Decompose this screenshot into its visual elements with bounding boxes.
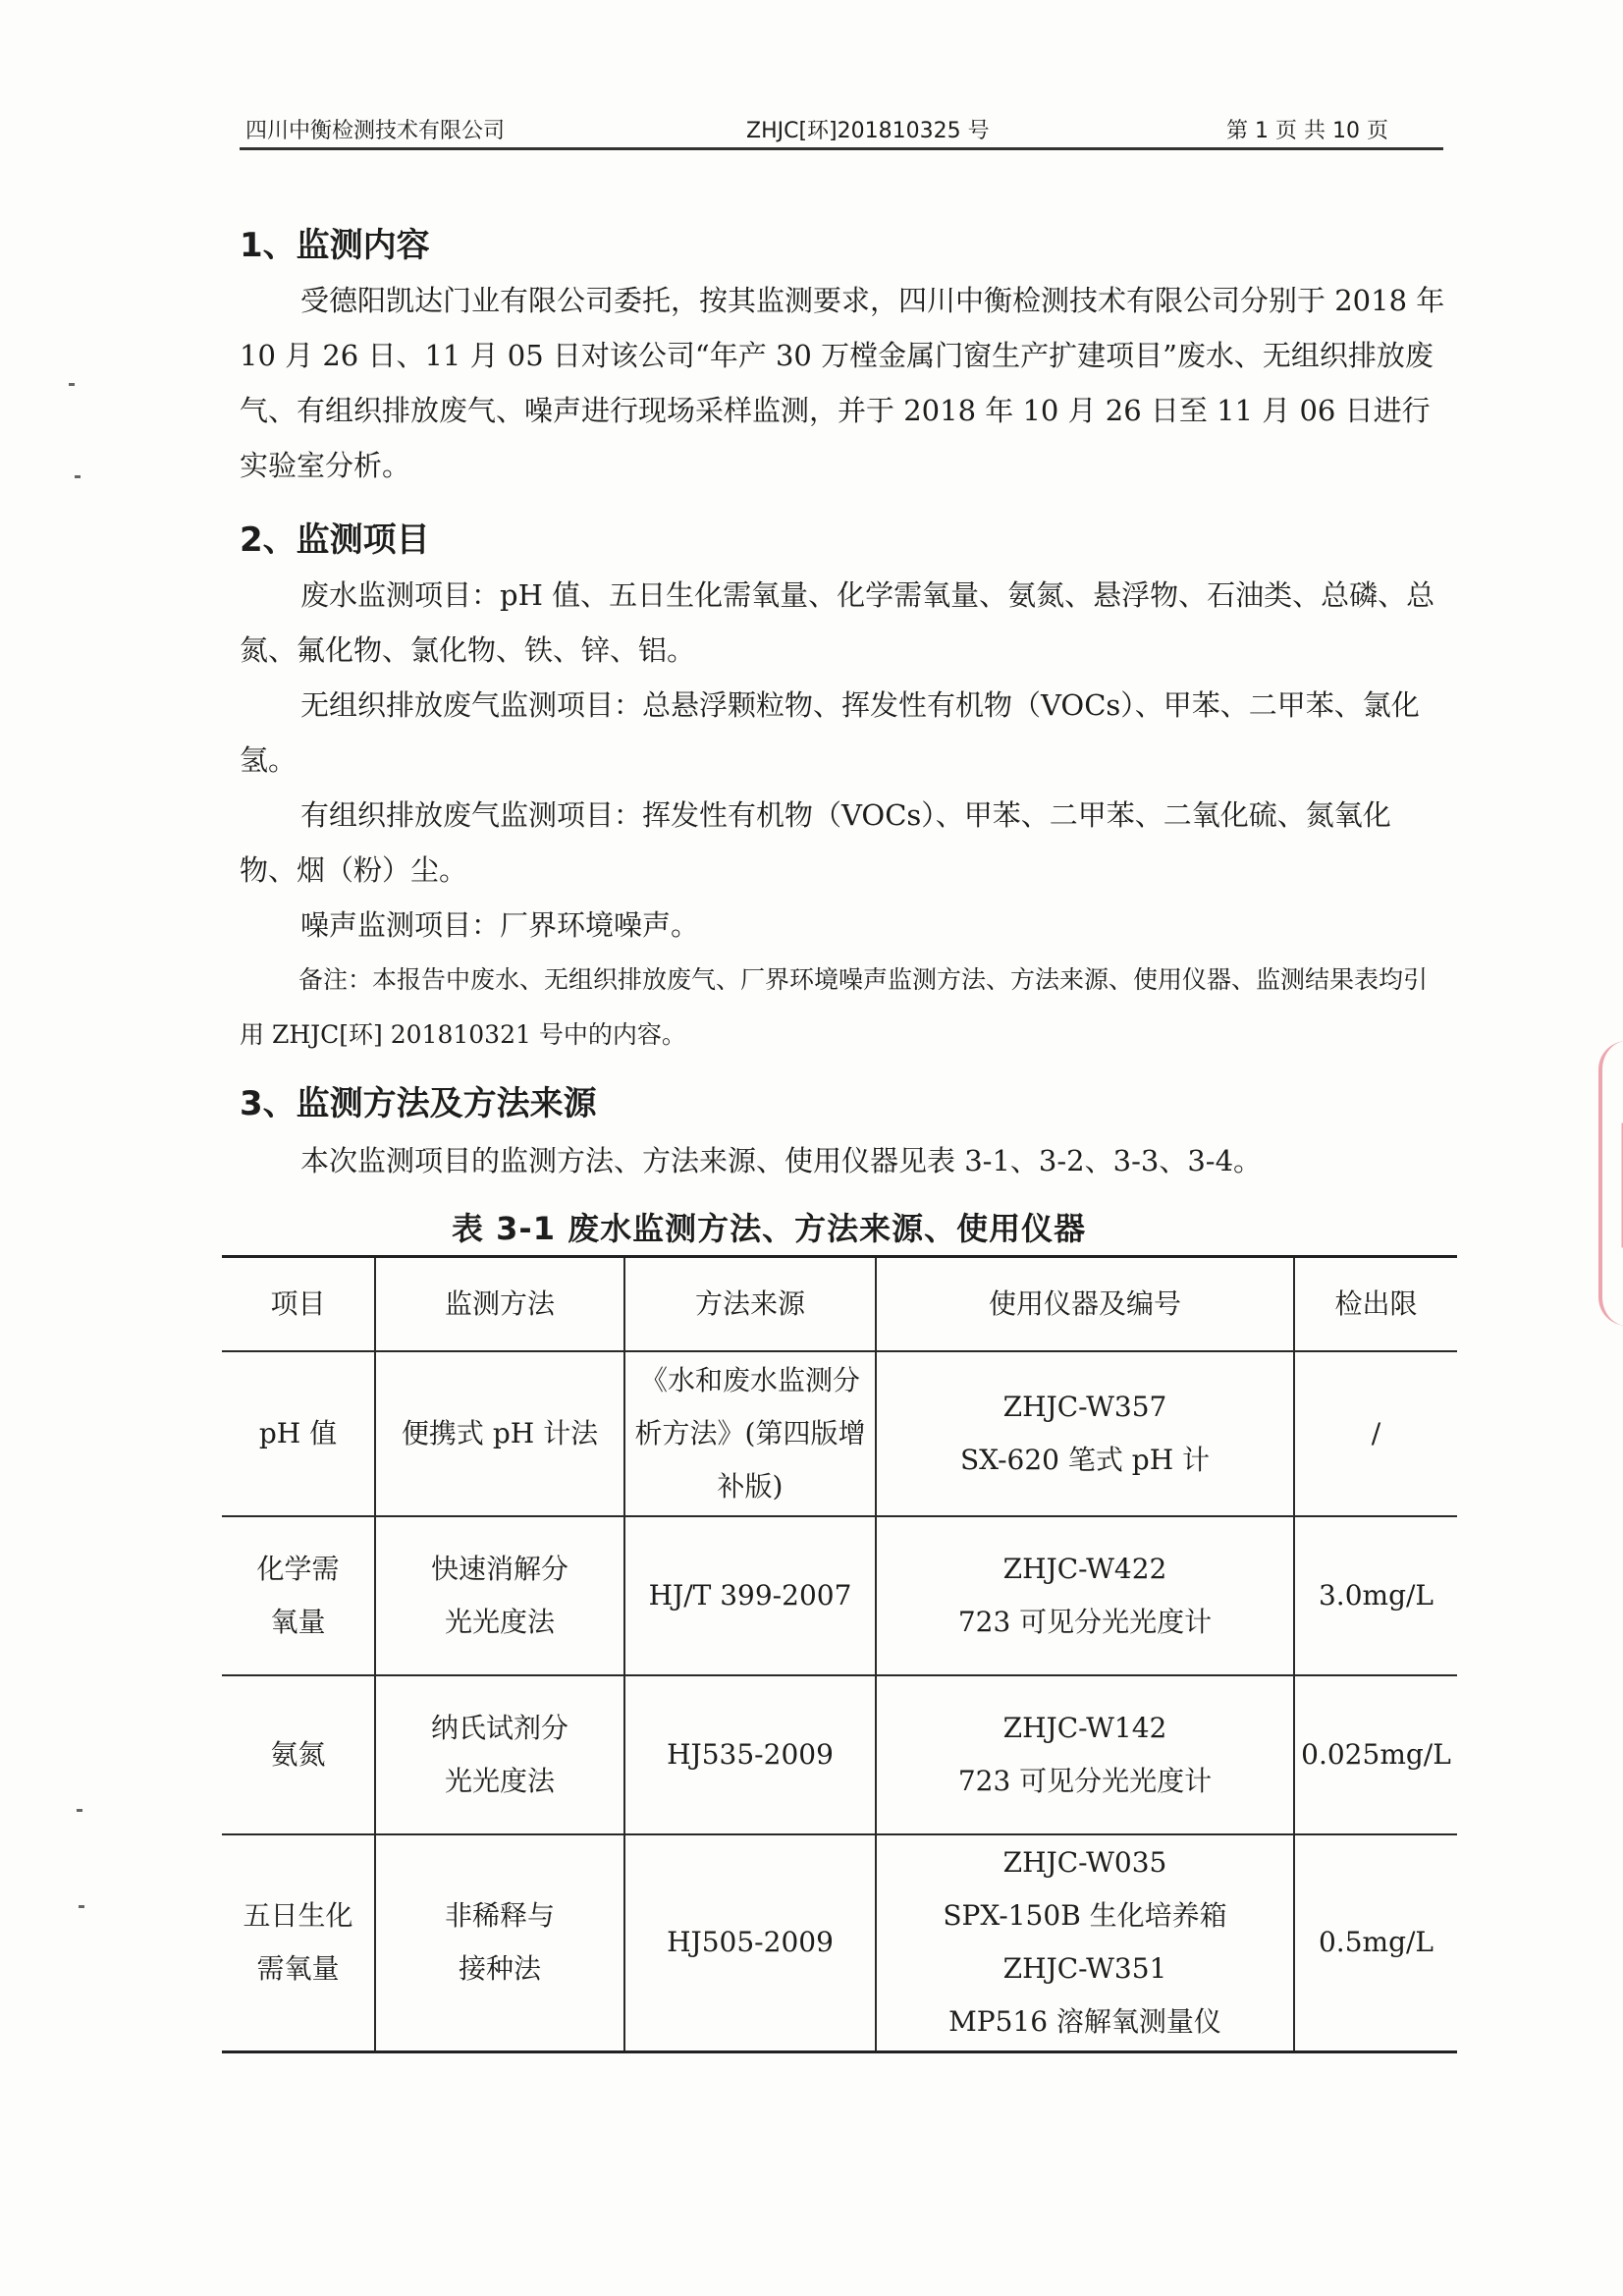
table-row [222,1351,1457,1516]
noise-items: 噪声监测项目：厂界环境噪声。 [300,908,700,942]
instrument-line: ZHJC-W357 [1002,1390,1167,1423]
scan-speck [75,475,81,478]
scan-speck [79,1905,84,1908]
section-2-note: 备注：本报告中废水、无组织排放废气、厂界环境噪声监测方法、方法来源、使用仪器、监测结果表均引用 ZHJC[环] 201810321 号中的内容。 [240,965,1429,1049]
section-1-title: 1、监测内容 [240,226,430,265]
cell-source: HJ505-2009 [624,1834,876,2052]
wastewater-items: 废水监测项目：pH 值、五日生化需氧量、化学需氧量、氨氮、悬浮物、石油类、总磷、总氮、氟化物、氯化物、铁、锌、铝。 [240,578,1435,667]
header-limit: 检出限 [1294,1257,1457,1351]
header-method: 监测方法 [375,1257,624,1351]
section-3-title: 3、监测方法及方法来源 [240,1084,597,1123]
unorganized-gas-items: 无组织排放废气监测项目：总悬浮颗粒物、挥发性有机物（VOCs）、甲苯、二甲苯、氯化氢。 [240,688,1420,777]
wastewater-method-table [222,1255,1457,2053]
section-1-text: 受德阳凯达门业有限公司委托，按其监测要求，四川中衡检测技术有限公司分别于 2018 年 10 月 26 日、11 月 05 日对该公司“年产 30 万樘金属门窗生产扩建项目”废水、无组织排放废气、有组织排放废气、噪声进行现场采样监测，并于 2018 年 10 月 26 日至 11 月 06 日进行实验室分析。 [240,284,1445,482]
header-report-number: ZHJC[环]201810325 号 [746,119,990,143]
organized-gas-items: 有组织排放废气监测项目：挥发性有机物（VOCs）、甲苯、二甲苯、二氧化硫、氮氧化物、烟（粉）尘。 [240,798,1391,887]
instrument-line: ZHJC-W142 [1002,1711,1167,1744]
cell-method: 快速消解分光光度法 [375,1516,624,1675]
cell-item: 氨氮 [222,1675,375,1834]
cell-limit: 3.0mg/L [1294,1516,1457,1675]
cell-instrument [876,1351,1294,1516]
cell-item: 化学需氧量 [222,1516,375,1675]
table-row [222,1834,1457,2052]
page-header [240,110,1443,150]
header-company: 四川中衡检测技术有限公司 [245,119,506,143]
seal-stamp-edge [1598,1041,1623,1326]
instrument-line: SPX-150B 生化培养箱 [943,1899,1227,1933]
table-header-row [222,1257,1457,1351]
scan-speck [77,1809,82,1812]
cell-method: 非稀释与接种法 [375,1834,624,2052]
table-row [222,1675,1457,1834]
header-instrument: 使用仪器及编号 [876,1257,1294,1351]
cell-method: 便携式 pH 计法 [375,1351,624,1516]
cell-instrument [876,1516,1294,1675]
cell-source: 《水和废水监测分析方法》(第四版增补版) [624,1351,876,1516]
header-source: 方法来源 [624,1257,876,1351]
cell-source: HJ/T 399-2007 [624,1516,876,1675]
cell-instrument [876,1834,1294,2052]
instrument-line: SX-620 笔式 pH 计 [959,1443,1211,1476]
instrument-line: MP516 溶解氧测量仪 [948,2005,1221,2039]
instrument-line: 723 可见分光光度计 [957,1605,1213,1638]
table-row [222,1516,1457,1675]
cell-item: 五日生化需氧量 [222,1834,375,2052]
header-page-number: 第 1 页 共 10 页 [1226,119,1388,143]
cell-instrument [876,1675,1294,1834]
cell-method: 纳氏试剂分光光度法 [375,1675,624,1834]
header-item: 项目 [222,1257,375,1351]
cell-source: HJ535-2009 [624,1675,876,1834]
section-3-text: 本次监测项目的监测方法、方法来源、使用仪器见表 3-1、3-2、3-3、3-4。 [300,1144,1263,1177]
table-caption: 表 3-1 废水监测方法、方法来源、使用仪器 [452,1210,1087,1247]
cell-limit: 0.5mg/L [1294,1834,1457,2052]
section-2-title: 2、监测项目 [240,520,430,560]
cell-limit: 0.025mg/L [1294,1675,1457,1834]
instrument-line: ZHJC-W035 [1002,1846,1167,1880]
instrument-line: ZHJC-W422 [1002,1552,1167,1585]
cell-item: pH 值 [222,1351,375,1516]
instrument-line: 723 可见分光光度计 [957,1764,1213,1797]
cell-limit: / [1294,1351,1457,1516]
instrument-line: ZHJC-W351 [1002,1952,1167,1986]
scan-speck [69,383,75,386]
